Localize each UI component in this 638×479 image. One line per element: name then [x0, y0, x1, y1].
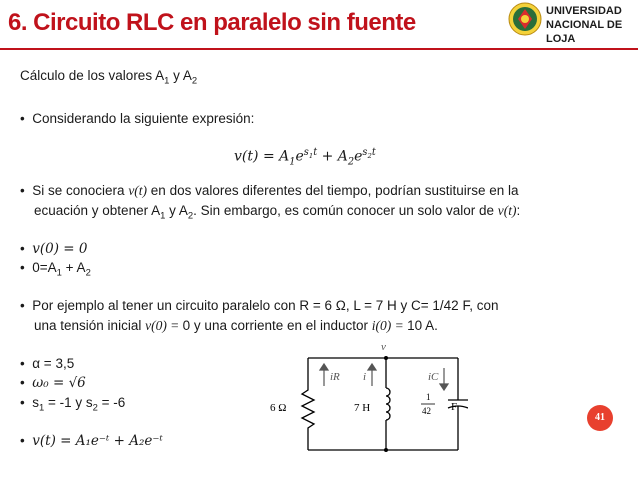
bullet-considerando: • Considerando la siguiente expresión:	[20, 111, 255, 126]
title-divider	[0, 48, 638, 50]
label-R: 6 Ω	[270, 402, 287, 414]
slide-title: 6. Circuito RLC en paralelo sin fuente	[8, 9, 416, 36]
node-label-v: v	[381, 341, 386, 353]
university-seal-icon	[508, 2, 542, 36]
label-iR: iR	[330, 371, 340, 383]
bullet-si-se-conociera-line2: ecuación y obtener $A_1$ y $A_2$. Sin embargo, es común conocer un solo valor de v(t):	[34, 203, 521, 222]
label-L: 7 H	[354, 402, 371, 414]
bullet-por-ejemplo-line2: una tensión inicial v(0) = 0 y una corriente en el inductor i(0) = 10 A.	[34, 318, 438, 333]
bullet-vt-solution: • v(t) = A₁e⁻ᵗ + A₂e⁻ᵗ	[20, 433, 163, 449]
intro-line: Cálculo de los valores $A_1$ y $A_2$	[20, 68, 198, 87]
label-i: i	[363, 371, 367, 383]
logo-line-2: NACIONAL DE LOJA	[546, 19, 623, 45]
main-equation: $v(t) = A_1e^{s_1t} + A_2e^{s_2t}$	[234, 147, 376, 168]
bullet-a1-a2: • $0=A_1 + A_2$	[20, 260, 91, 279]
logo-text	[546, 4, 636, 46]
bullet-si-se-conociera: • Si se conociera v(t) en dos valores diferentes del tiempo, podrían sustituirse en la	[20, 183, 519, 198]
bullet-s1-s2: • $s_1 = -1$ y $s_2 = -6$	[20, 395, 126, 414]
bullet-omega: • ω₀ = √6	[20, 375, 86, 391]
label-C-unit: F	[451, 401, 458, 413]
logo-line-1: UNIVERSIDAD	[546, 5, 622, 17]
bullet-alpha: • α = 3,5	[20, 356, 75, 371]
page-number-badge: 41	[587, 405, 613, 431]
label-C-den: 42	[422, 406, 431, 416]
resistor-symbol	[302, 358, 314, 450]
bullet-por-ejemplo: • Por ejemplo al tener un circuito paralelo con R = 6 Ω, L = 7 H y C= 1/42 F, con	[20, 298, 499, 313]
label-C-num: 1	[426, 392, 431, 402]
bullet-v0: • v(0) = 0	[20, 241, 88, 257]
university-logo	[508, 2, 636, 45]
label-iC: iC	[428, 371, 439, 383]
rlc-parallel-circuit	[268, 338, 468, 466]
inductor-symbol	[386, 388, 390, 420]
